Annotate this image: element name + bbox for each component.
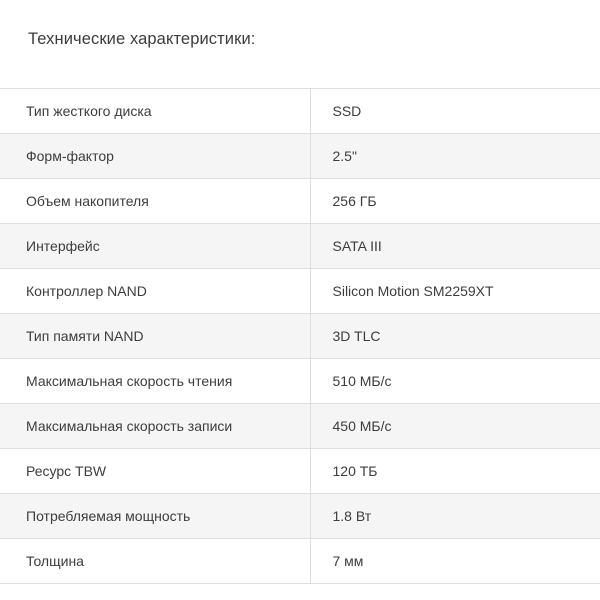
spec-name: Тип памяти NAND bbox=[0, 314, 310, 359]
spec-name: Тип жесткого диска bbox=[0, 89, 310, 134]
table-row bbox=[0, 449, 600, 494]
spec-name: Объем накопителя bbox=[0, 179, 310, 224]
spec-value: 120 ТБ bbox=[310, 449, 600, 494]
spec-name: Контроллер NAND bbox=[0, 269, 310, 314]
spec-value: Silicon Motion SM2259XT bbox=[310, 269, 600, 314]
table-row bbox=[0, 314, 600, 359]
table-row bbox=[0, 404, 600, 449]
spec-name: Форм-фактор bbox=[0, 134, 310, 179]
spec-name: Максимальная скорость записи bbox=[0, 404, 310, 449]
specifications-table-body bbox=[0, 89, 600, 584]
spec-value: 256 ГБ bbox=[310, 179, 600, 224]
spec-value: 2.5" bbox=[310, 134, 600, 179]
spec-name: Ресурс TBW bbox=[0, 449, 310, 494]
spec-value: 510 МБ/с bbox=[310, 359, 600, 404]
table-row bbox=[0, 494, 600, 539]
table-row bbox=[0, 89, 600, 134]
table-row bbox=[0, 224, 600, 269]
spec-value: 1.8 Вт bbox=[310, 494, 600, 539]
spec-name: Потребляемая мощность bbox=[0, 494, 310, 539]
table-row bbox=[0, 359, 600, 404]
specifications-table bbox=[0, 88, 600, 584]
spec-name: Интерфейс bbox=[0, 224, 310, 269]
spec-value: SSD bbox=[310, 89, 600, 134]
table-row bbox=[0, 179, 600, 224]
table-row bbox=[0, 134, 600, 179]
spec-value: SATA III bbox=[310, 224, 600, 269]
spec-value: 7 мм bbox=[310, 539, 600, 584]
spec-name: Максимальная скорость чтения bbox=[0, 359, 310, 404]
table-row bbox=[0, 539, 600, 584]
spec-value: 450 МБ/с bbox=[310, 404, 600, 449]
spec-name: Толщина bbox=[0, 539, 310, 584]
page-title: Технические характеристики: bbox=[28, 30, 256, 48]
table-row bbox=[0, 269, 600, 314]
spec-value: 3D TLC bbox=[310, 314, 600, 359]
